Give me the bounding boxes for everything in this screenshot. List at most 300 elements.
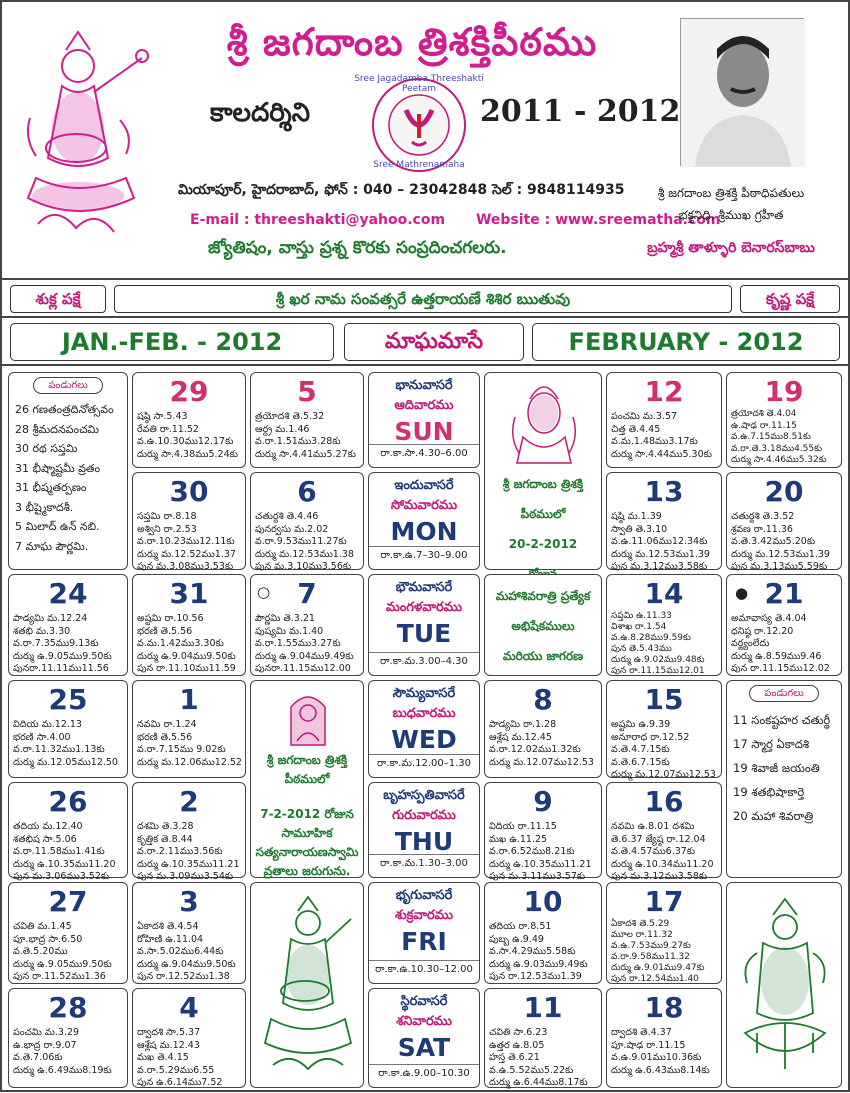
date-number: 10 bbox=[523, 885, 563, 918]
rahu-kalam: రా.కా.మ.12.00–1.30 bbox=[376, 758, 472, 769]
panchang-line: వ.ఉ.11.06ము12.34కు bbox=[611, 536, 708, 547]
panchang-line: దుర్ము ఉ.10.34ము11.20 bbox=[611, 858, 714, 870]
festival-item: 31 భీష్మతర్పణం bbox=[15, 481, 87, 494]
rahu-kalam: రా.కా.ఉ.10.30–12.00 bbox=[375, 964, 473, 975]
date-number: 7 bbox=[297, 577, 317, 610]
panchang-line: దుర్ము ఉ.9.02ము9.48కు bbox=[611, 655, 705, 665]
panchang-line: దుర్ము సా.4.44ము5.30కు bbox=[611, 448, 712, 460]
divider bbox=[369, 854, 479, 855]
weekday-telugu: బుధవారము bbox=[392, 706, 456, 721]
festival-item: 28 శ్రీమదనపంచమి bbox=[15, 422, 100, 436]
note-line: మహాశివరాత్రి ప్రత్యేక bbox=[495, 589, 591, 603]
panchang-line: అశ్విని రా.2.53 bbox=[137, 523, 197, 535]
note-line: శ్రీ జగదాంబ త్రిశక్తి bbox=[266, 753, 348, 767]
panchang-line: చవితి సా.6.23 bbox=[489, 1027, 548, 1038]
weekday-telugu: శనివారము bbox=[396, 1014, 452, 1029]
panchang-line: వ.రా.7.15ము 9.02కు bbox=[137, 744, 226, 755]
panchang-details bbox=[611, 719, 719, 782]
shiva-note-cell bbox=[484, 372, 602, 570]
date-number: 5 bbox=[297, 375, 317, 408]
panchang-line: వ.రా.11.32ము1.13కు bbox=[13, 744, 105, 755]
date-number: 6 bbox=[297, 475, 317, 508]
date-number: 26 bbox=[48, 785, 88, 818]
panchang-line: ఉత్తర ఉ.8.05 bbox=[489, 1039, 545, 1051]
divider bbox=[369, 444, 479, 445]
calendar-grid bbox=[2, 366, 848, 1092]
date-number: 27 bbox=[48, 885, 88, 918]
paksha-bar bbox=[2, 280, 848, 318]
date-number: 11 bbox=[523, 991, 563, 1024]
panchang-line: పున రా.11.52ము1.36 bbox=[13, 971, 106, 982]
panchang-line: పున మ.3.10ము3.56కు bbox=[255, 561, 352, 572]
panchang-line: పున ఉ.6.14ము7.52 bbox=[137, 1077, 223, 1088]
panchang-line: శతభి మ.3.30 bbox=[13, 625, 71, 637]
panchang-details bbox=[731, 409, 839, 467]
panchang-line: వ.రా.7.35ము9.13కు bbox=[13, 638, 99, 649]
panchang-line: ద్వాదశి తె.4.37 bbox=[611, 1027, 672, 1038]
panchang-line: వ.రా.11.58ము1.41కు bbox=[13, 846, 105, 857]
festival-item: 31 భీష్మాష్టమీ వ్రతం bbox=[15, 461, 101, 475]
date-number: 12 bbox=[644, 375, 684, 408]
date-cell-feb-8[interactable] bbox=[484, 680, 602, 778]
panchang-line: శతభిష సా.5.06 bbox=[13, 833, 77, 845]
weekday-sanskrit: భృగువాసరే bbox=[395, 888, 453, 903]
website-link[interactable]: Website : www.sreematha.com bbox=[475, 212, 721, 228]
date-cell-jan-24[interactable] bbox=[8, 574, 128, 676]
date-number: 19 bbox=[764, 375, 804, 408]
panchang-line: పునరా.11.11ము11.56 bbox=[13, 663, 109, 674]
panchang-line: నవమి రా.1.24 bbox=[137, 719, 197, 730]
panchang-line: వ.రా.1.51ము3.28కు bbox=[255, 436, 341, 447]
panchang-line: ధనిష్ఠ రా.12.20 bbox=[731, 625, 794, 637]
full-moon-icon: ○ bbox=[257, 583, 271, 601]
weekday-english: THU bbox=[394, 827, 454, 856]
panchang-line: దుర్ము ఉ.6.49ము8.19కు bbox=[13, 1064, 112, 1076]
weekday-sanskrit: బృహస్పతివాసరే bbox=[383, 788, 465, 803]
panchang-line: పున రా.11.15ము12.02 bbox=[731, 663, 830, 674]
shiva-illustration bbox=[485, 377, 603, 467]
date-cell-feb-9[interactable] bbox=[484, 782, 602, 882]
panchang-line: పున రా.12.53ము1.39 bbox=[489, 971, 582, 982]
date-cell-feb-18[interactable] bbox=[606, 988, 722, 1088]
date-cell-jan-27[interactable] bbox=[8, 882, 128, 984]
note-line: వ్రతాలు జరుగును. bbox=[263, 864, 351, 878]
weekday-telugu: శుక్రవారము bbox=[394, 908, 454, 923]
panchang-line: వ.రా.10.23ము12.11కు bbox=[137, 536, 235, 547]
panchang-line: పున రా.11.15ము12.01 bbox=[611, 666, 705, 676]
date-cell-feb-16[interactable] bbox=[606, 782, 722, 882]
date-cell-feb-17[interactable] bbox=[606, 882, 722, 984]
panchang-line: దుర్ము మ.12.05ము12.50 bbox=[13, 756, 118, 768]
lakshmi-art-cell bbox=[726, 882, 842, 1088]
date-number: 21 bbox=[764, 577, 804, 610]
page-title: శ్రీ జగదాంబ త్రిశక్తిపీఠము bbox=[226, 20, 598, 64]
date-cell-feb-5[interactable] bbox=[250, 372, 364, 468]
panchang-line: మూల రా.11.32 bbox=[611, 930, 673, 940]
divider bbox=[369, 1064, 479, 1065]
date-cell-feb-3[interactable] bbox=[132, 882, 246, 984]
date-number: 1 bbox=[179, 683, 199, 716]
calendar-subtitle: కాలదర్శిని bbox=[210, 98, 310, 128]
panchang-line: చిత్త తె.4.45 bbox=[611, 423, 661, 435]
panchang-line: దుర్ము మ.12.53ము1.39 bbox=[611, 548, 710, 560]
panchang-line: పున తె.5.43ము bbox=[611, 644, 672, 654]
panchang-line: దుర్ము ఉ.10.35ము11.21 bbox=[137, 858, 240, 870]
panchang-line: పునర్వసు మ.2.02 bbox=[255, 523, 329, 535]
samvatsara-banner: శ్రీ ఖర నామ సంవత్సరే ఉత్తరాయణే శిశిర ఋతువు bbox=[114, 285, 732, 313]
caption-line: శ్రీ జగదాంబ త్రిశక్తి పీఠాధిపతులు bbox=[657, 186, 805, 200]
panchang-line: రోహిణి ఉ.11.04 bbox=[137, 933, 204, 945]
panchang-line: అమావాస్య తె.4.04 bbox=[731, 613, 807, 624]
weekday-english: WED bbox=[391, 725, 457, 754]
panchang-line: పున రా.11.10ము11.59 bbox=[137, 663, 236, 674]
date-number: 9 bbox=[533, 785, 553, 818]
panchang-line: ఉ.భాద్ర రా.9.07 bbox=[13, 1039, 77, 1051]
panchang-line: వ.సా.5.02ము6.44కు bbox=[137, 946, 224, 957]
panchang-line: భరణి తె.5.56 bbox=[137, 625, 193, 637]
date-cell-feb-20[interactable] bbox=[726, 472, 842, 570]
panchang-line: వ.రా.5.29ము6.55 bbox=[137, 1064, 215, 1076]
panchang-line: పున మ.3.12ము3.58కు bbox=[611, 561, 708, 572]
festival-item: 11 సంకష్టహర చతుర్థీ bbox=[733, 713, 831, 727]
panchang-line: దుర్ము ఉ.10.35ము11.21 bbox=[489, 858, 592, 870]
panchang-details bbox=[255, 511, 361, 574]
weekday-telugu: సోమవారము bbox=[390, 498, 458, 513]
panchang-details bbox=[137, 1027, 243, 1090]
panchang-details bbox=[611, 611, 719, 677]
panchang-line: పున మ.3.12ము3.58కు bbox=[611, 871, 708, 882]
panchang-line: తదియ రా.8.51 bbox=[489, 921, 552, 932]
panchang-line: వ.తె.4.7.15కు bbox=[611, 744, 670, 755]
divider bbox=[369, 546, 479, 547]
panchang-details bbox=[255, 613, 361, 676]
festival-list-left bbox=[8, 372, 128, 570]
panchang-line: దుర్ము మ.12.52ము1.37 bbox=[137, 548, 236, 560]
panchang-line: దుర్ము ఉ.9.03ము9.49కు bbox=[489, 958, 588, 970]
panchang-line: వ.ఉ.7.53ము9.27కు bbox=[611, 941, 691, 951]
date-number: 18 bbox=[644, 991, 684, 1024]
panchang-line: పున రా.12.54ము1.40 bbox=[611, 974, 699, 984]
panchang-line: సప్తమి రా.8.18 bbox=[137, 511, 197, 522]
panchang-details bbox=[731, 613, 839, 676]
panchang-line: పాడ్యమి రా.1.28 bbox=[489, 719, 557, 730]
panchang-line: దుర్ము మ.12.07ము12.53 bbox=[611, 769, 716, 780]
weekday-sanskrit: ఇందువాసరే bbox=[394, 478, 454, 493]
panchang-details bbox=[489, 921, 599, 984]
panchang-line: చతుర్దశి తె.4.46 bbox=[255, 511, 319, 522]
weekday-cell-sunday bbox=[368, 372, 480, 468]
date-cell-feb-4[interactable] bbox=[132, 988, 246, 1088]
date-number: 4 bbox=[179, 991, 199, 1024]
date-number: 28 bbox=[48, 991, 88, 1024]
emblem-ring-text: Sree Jagadamba Threeshakti Peetam bbox=[354, 74, 484, 94]
weekday-telugu: మంగళవారము bbox=[386, 600, 462, 615]
date-cell-jan-31[interactable] bbox=[132, 574, 246, 676]
date-cell-jan-28[interactable] bbox=[8, 988, 128, 1088]
telugu-month-label: మాఘమాసే bbox=[344, 323, 524, 361]
panchang-line: విదియ మ.12.13 bbox=[13, 719, 82, 730]
panchang-line: శ్రవణ రా.11.36 bbox=[731, 523, 793, 535]
shukla-paksha-label: శుక్ల పక్షే bbox=[10, 285, 106, 313]
shivaratri-note bbox=[485, 469, 601, 589]
panchang-line: వ.తె.7.06కు bbox=[13, 1052, 63, 1063]
panchang-line: వర్జ్యంలేదు bbox=[731, 638, 770, 649]
panchang-line: కృత్తిక తె.8.44 bbox=[137, 833, 193, 845]
panchang-line: వ.రా.12.02ము1.32కు bbox=[489, 744, 581, 755]
note-line: పీఠములో bbox=[520, 507, 566, 521]
panchang-line: దుర్ము ఉ.6.43ము8.14కు bbox=[611, 1064, 710, 1076]
date-number: 29 bbox=[169, 375, 209, 408]
weekday-english: TUE bbox=[396, 619, 452, 648]
panchang-details bbox=[137, 613, 243, 676]
panchang-line: మఖ తె.4.15 bbox=[137, 1052, 189, 1063]
panchang-line: వ.తె.4.57ము6.37కు bbox=[611, 846, 696, 857]
panchang-details bbox=[13, 719, 125, 769]
emblem-motto: Sree Mathrenamaha bbox=[373, 160, 465, 170]
panchang-line: విశాఖ రా.1.54 bbox=[611, 622, 667, 632]
panchang-line: వ.తె.6.7.15కు bbox=[611, 756, 670, 768]
calendar-header bbox=[2, 2, 848, 280]
panchang-line: పుష్యమి మ.1.40 bbox=[255, 625, 324, 637]
panchang-details bbox=[137, 411, 243, 461]
panchang-line: దుర్ము ఉ.9.04ము9.50కు bbox=[137, 650, 236, 662]
panchang-line: దశమి తె.3.28 bbox=[137, 821, 194, 832]
festival-heading: పండుగలు bbox=[749, 685, 819, 702]
panchang-line: దుర్ము ఉ.9.04ము9.49కు bbox=[255, 650, 354, 662]
weekday-telugu: గురువారము bbox=[392, 808, 456, 823]
deity-illustration bbox=[251, 685, 365, 749]
panchang-line: దుర్ము ఉ.9.05ము9.50కు bbox=[13, 650, 112, 662]
panchang-line: చవితి మ.1.45 bbox=[13, 921, 72, 932]
note-line: సత్యనారాయణస్వామి bbox=[255, 845, 359, 859]
panchang-line: వ.రా.9.53ము11.27కు bbox=[255, 536, 347, 547]
divider bbox=[369, 754, 479, 755]
weekday-english: MON bbox=[390, 517, 458, 546]
panchang-details bbox=[489, 1027, 599, 1090]
panchang-details bbox=[611, 511, 719, 574]
month-right-label: FEBRUARY - 2012 bbox=[532, 323, 840, 361]
panchang-details bbox=[137, 511, 243, 574]
panchang-line: వ.రా.2.11ము3.56కు bbox=[137, 846, 223, 857]
panchang-line: త్రయోదశి తె.4.04 bbox=[731, 409, 797, 419]
date-number: 16 bbox=[644, 785, 684, 818]
date-number: 20 bbox=[764, 475, 804, 508]
panchang-line: దుర్ము సా.4.38ము5.24కు bbox=[137, 448, 238, 460]
weekday-english: SUN bbox=[394, 417, 454, 446]
panchang-line: వ.ఉ.7.15ము8.51కు bbox=[731, 432, 811, 442]
note-line: పీఠములో bbox=[284, 772, 330, 786]
panchang-line: అనూరాధ రా.12.52 bbox=[611, 731, 690, 743]
date-number: 24 bbox=[48, 577, 88, 610]
date-number: 15 bbox=[644, 683, 684, 716]
panchang-line: భరణి తె.5.56 bbox=[137, 731, 193, 743]
festival-items bbox=[9, 400, 127, 556]
date-number: 8 bbox=[533, 683, 553, 716]
date-cell-jan-29[interactable] bbox=[132, 372, 246, 468]
panchang-line: వ.తె.3.42ము5.20కు bbox=[731, 536, 816, 547]
panchang-details bbox=[137, 821, 243, 884]
date-cell-jan-30[interactable] bbox=[132, 472, 246, 570]
month-bar bbox=[2, 318, 848, 366]
note-line: 7-2-2012 రోజున bbox=[260, 807, 354, 821]
panchang-line: పంచమి మ.3.57 bbox=[611, 411, 678, 422]
panchang-line: పాడ్యమి మ.12.24 bbox=[13, 613, 88, 624]
panchang-line: దుర్ము ఉ.9.05ము9.50కు bbox=[13, 958, 112, 970]
date-number: 30 bbox=[169, 475, 209, 508]
festival-item: 17 స్మార్త ఏకాదశి bbox=[733, 737, 810, 751]
satyanarayana-note bbox=[251, 751, 363, 881]
date-cell-feb-15[interactable] bbox=[606, 680, 722, 778]
weekday-cell-saturday bbox=[368, 988, 480, 1088]
panchang-line: వ.రా.9.58ము11.32 bbox=[611, 952, 690, 962]
date-cell-feb-21[interactable] bbox=[726, 574, 842, 676]
panchang-line: ఏకాదశి తె.5.29 bbox=[611, 919, 670, 929]
panchang-line: అష్టమి ఉ.9.39 bbox=[611, 719, 671, 730]
panchang-line: పున మ.3.08ము3.53కు bbox=[137, 561, 234, 572]
caption-line: భక్తనిధి, శ్రీముఖ గ్రహీత bbox=[678, 208, 784, 222]
date-cell-jan-25[interactable] bbox=[8, 680, 128, 778]
panchang-line: దుర్ము ఉ.10.35ము11.20 bbox=[13, 858, 116, 870]
note-line: 20-2-2012 bbox=[508, 537, 578, 551]
panchang-line: అష్టమి రా.10.56 bbox=[137, 613, 204, 624]
date-number: 17 bbox=[644, 885, 684, 918]
weekday-sanskrit: భానువాసరే bbox=[395, 378, 453, 393]
panchang-details bbox=[611, 919, 719, 985]
panchang-details bbox=[611, 821, 719, 884]
services-tagline: జ్యోతిషం, వాస్తు ప్రశ్న కొరకు సంప్రదించగలరు. bbox=[208, 238, 507, 258]
panchang-line: పూ.షాఢ రా.11.15 bbox=[611, 1039, 686, 1051]
panchang-line: వ.రా.1.55ము3.27కు bbox=[255, 638, 341, 649]
panchang-line: వ.రా.తె.3.18ము4.55కు bbox=[731, 443, 822, 454]
note-line: సామూహిక bbox=[281, 826, 333, 840]
panchang-line: ఉ.షాఢ రా.11.15 bbox=[731, 420, 797, 431]
panchang-line: తదియ మ.12.40 bbox=[13, 821, 83, 832]
date-cell-feb-1[interactable] bbox=[132, 680, 246, 778]
divider bbox=[369, 960, 479, 961]
festival-item: 3 భీష్మైకాదశీ. bbox=[15, 500, 74, 514]
note-line: మరియు జాగరణ bbox=[502, 649, 584, 663]
weekday-telugu: ఆదివారము bbox=[394, 398, 454, 413]
festival-list-right bbox=[726, 680, 842, 878]
weekday-english: FRI bbox=[401, 927, 447, 956]
panchang-line: పున మ.3.09ము3.54కు bbox=[137, 871, 234, 882]
krishna-paksha-label: కృష్ణ పక్షే bbox=[740, 285, 840, 313]
weekday-sanskrit: స్థిరవాసరే bbox=[400, 994, 448, 1009]
email-text[interactable]: E-mail : threeshakti@yahoo.com bbox=[190, 212, 446, 228]
panchang-line: దుర్ము మ.12.07ము12.53 bbox=[489, 756, 594, 768]
date-number: 3 bbox=[179, 885, 199, 918]
date-number: 13 bbox=[644, 475, 684, 508]
month-left-label: JAN.-FEB. - 2012 bbox=[10, 323, 334, 361]
shivaratri-note-continued bbox=[485, 581, 601, 671]
address-line: మియాపూర్, హైదరాబాద్, ఫోన్ : 040 – 23042848 సెల్ : 9848114935 bbox=[178, 182, 625, 198]
panchang-line: వ.ఉ.9.01ము10.36కు bbox=[611, 1052, 702, 1063]
panchang-details bbox=[255, 411, 361, 461]
panchang-details bbox=[611, 1027, 719, 1077]
date-number: 25 bbox=[48, 683, 88, 716]
panchang-line: దుర్ము మ.12.53ము1.38 bbox=[255, 548, 354, 560]
date-cell-jan-26[interactable] bbox=[8, 782, 128, 882]
panchang-details bbox=[731, 511, 839, 574]
panchang-line: హస్త తె.6.21 bbox=[489, 1052, 540, 1063]
panchang-line: దుర్ము ఉ.9.04ము9.50కు bbox=[137, 958, 236, 970]
panchang-line: వ.సా.4.29ము5.58కు bbox=[489, 946, 576, 957]
date-cell-feb-7[interactable] bbox=[250, 574, 364, 676]
note-line: శ్రీ జగదాంబ త్రిశక్తి bbox=[502, 477, 584, 491]
satyanarayana-note-cell bbox=[250, 680, 364, 878]
date-cell-feb-10[interactable] bbox=[484, 882, 602, 984]
panchang-line: షష్ఠి మ.1.39 bbox=[611, 511, 662, 522]
festival-items bbox=[727, 708, 841, 828]
panchang-line: దుర్ము సా.4.41ము5.27కు bbox=[255, 448, 356, 460]
panchang-line: నవమి ఉ.8.01 దశమి bbox=[611, 821, 695, 832]
calendar-year: 2011 - 2012 bbox=[480, 94, 681, 129]
divider bbox=[369, 652, 479, 653]
panchang-line: పంచమి మ.3.29 bbox=[13, 1027, 80, 1038]
weekday-english: SAT bbox=[397, 1033, 451, 1062]
panchang-line: చతుర్దశి తె.3.52 bbox=[731, 511, 795, 522]
weekday-cell-friday bbox=[368, 882, 480, 984]
lakshmi-illustration bbox=[727, 883, 843, 1089]
panchang-line: దుర్ము మ.12.53ము1.39 bbox=[731, 548, 830, 560]
date-cell-feb-2[interactable] bbox=[132, 782, 246, 882]
panchang-line: వ.మ.1.42ము3.30కు bbox=[137, 638, 224, 649]
panchang-line: పున మ.3.06ము3.52కు bbox=[13, 871, 110, 882]
panchang-line: వ.ఉ.8.28ము9.59కు bbox=[611, 633, 691, 643]
panchang-details bbox=[13, 1027, 125, 1077]
saraswati-art-cell bbox=[250, 882, 364, 1088]
date-cell-feb-13[interactable] bbox=[606, 472, 722, 570]
saraswati-green-illustration bbox=[251, 883, 365, 1089]
date-number: 2 bbox=[179, 785, 199, 818]
panchang-line: వ.ఉ.10.30ము12.17కు bbox=[137, 436, 234, 447]
panchang-details bbox=[611, 411, 719, 461]
date-cell-feb-6[interactable] bbox=[250, 472, 364, 570]
date-cell-feb-12[interactable] bbox=[606, 372, 722, 468]
festival-item: 30 రథ సప్తమి bbox=[15, 442, 78, 455]
panchang-line: వ.మ.1.48ము3.17కు bbox=[611, 436, 698, 447]
panchang-line: ఆర్ద్ర మ.1.46 bbox=[255, 423, 310, 435]
weekday-cell-thursday bbox=[368, 782, 480, 878]
panchang-line: పుబ్బ ఉ.9.49 bbox=[489, 933, 544, 945]
weekday-cell-wednesday bbox=[368, 680, 480, 778]
festival-item: 19 శతభిషాకార్తె bbox=[733, 785, 805, 799]
panchang-line: పౌర్ణమి తె.3.21 bbox=[255, 613, 315, 624]
panchang-line: స్వాతి తె.3.10 bbox=[611, 523, 668, 535]
panchang-line: ద్వాదశి సా.5.37 bbox=[137, 1027, 201, 1038]
panchang-line: తె.6.37 జ్యేష్ఠ రా.12.04 bbox=[611, 833, 706, 845]
panchang-line: విదియ రా.11.15 bbox=[489, 821, 557, 832]
panchang-line: రేవతి రా.11.52 bbox=[137, 423, 199, 435]
panchang-details bbox=[137, 921, 243, 984]
rahu-kalam: రా.కా.మ.3.00–4.30 bbox=[380, 656, 468, 667]
festival-item: 20 మహా శివరాత్రి bbox=[733, 809, 814, 823]
rahu-kalam: రా.కా.సా.4.30–6.00 bbox=[380, 448, 468, 459]
date-number: 31 bbox=[169, 577, 209, 610]
panchang-line: ఆశ్లేష మ.12.45 bbox=[489, 731, 552, 743]
rahu-kalam: రా.కా.మ.1.30–3.00 bbox=[380, 858, 468, 869]
date-cell-feb-19[interactable] bbox=[726, 372, 842, 468]
date-cell-feb-14[interactable] bbox=[606, 574, 722, 676]
panchang-line: పున మ.3.13ము5.59కు bbox=[731, 561, 828, 572]
rahu-kalam: రా.కా.ఉ.7–30–9.00 bbox=[380, 550, 468, 561]
panchang-details bbox=[489, 821, 599, 884]
rahu-kalam: రా.కా.ఉ.9.00–10.30 bbox=[378, 1068, 470, 1079]
panchang-line: దుర్ము ఉ.9.01ము9.47కు bbox=[611, 963, 705, 973]
date-cell-feb-11[interactable] bbox=[484, 988, 602, 1088]
festival-item: 19 శివాజీ జయంతి bbox=[733, 761, 820, 775]
panchang-line: మఖ ఉ.11.25 bbox=[489, 833, 548, 845]
